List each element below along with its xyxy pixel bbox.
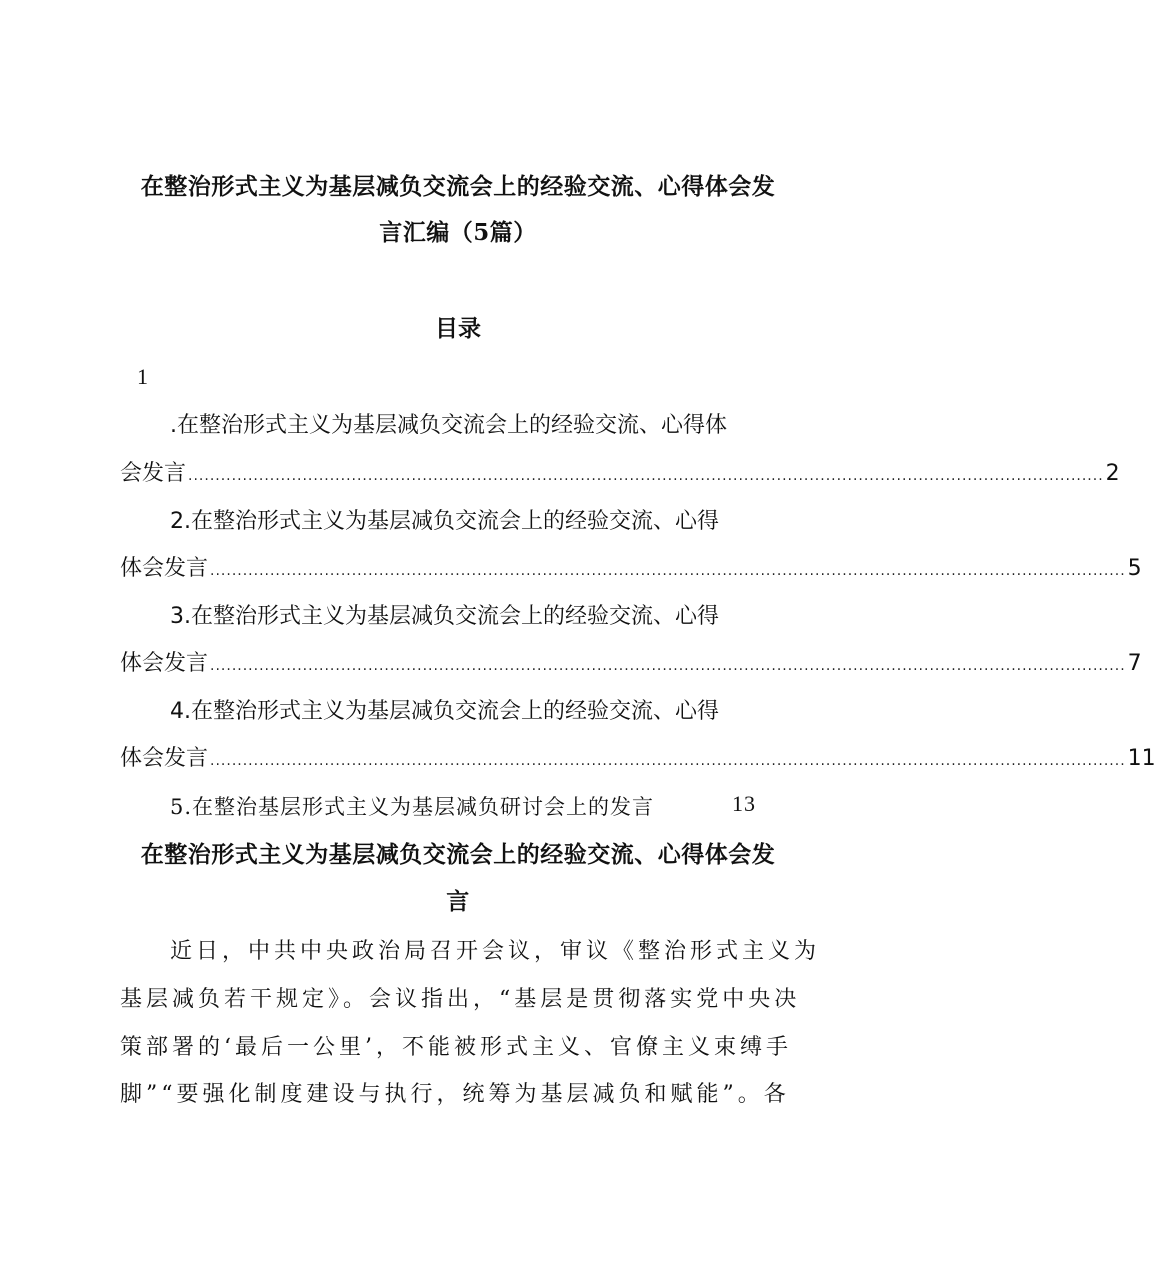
toc-entry-2-text: 体会发言	[120, 556, 209, 581]
toc-entry-5-text: 5.在整治基层形式主义为基层减负研讨会上的发言	[170, 795, 655, 819]
toc-entry-2-line-1[interactable]: 2.在整治形式主义为基层减负交流会上的经验交流、心得	[170, 509, 719, 534]
section-title-line-2: 言	[446, 888, 470, 915]
toc-heading: 目录	[435, 315, 481, 342]
section-title-line-1: 在整治形式主义为基层减负交流会上的经验交流、心得体会发	[140, 841, 776, 868]
toc-entry-1-text: 会发言	[120, 461, 187, 486]
toc-leader-dots: ........................................................................................................................................................................	[210, 753, 1126, 769]
toc-entry-3-line-2[interactable]	[120, 646, 1142, 677]
toc-entry-2-line-2[interactable]	[120, 551, 1142, 582]
toc-entry-1-number: 1	[137, 364, 148, 389]
toc-entry-4-line-2[interactable]	[120, 741, 1156, 772]
toc-entry-1-page: 2	[1105, 461, 1120, 486]
document-title-line-2: 言汇编（5篇）	[379, 219, 537, 246]
body-line-1: 近日，中共中央政治局召开会议，审议《整治形式主义为	[170, 939, 821, 964]
body-line-4: 脚”“要强化制度建设与执行，统筹为基层减负和赋能”。各	[120, 1082, 790, 1107]
toc-entry-3-page: 7	[1127, 651, 1142, 676]
toc-entry-4-line-1[interactable]: 4.在整治形式主义为基层减负交流会上的经验交流、心得	[170, 699, 719, 724]
toc-entry-3-line-1[interactable]: 3.在整治形式主义为基层减负交流会上的经验交流、心得	[170, 604, 719, 629]
toc-entry-4-text: 体会发言	[120, 746, 209, 771]
toc-entry-4-page: 11	[1127, 746, 1156, 771]
toc-entry-5[interactable]	[170, 791, 796, 821]
toc-leader-dots: ........................................................................................................................................................................	[210, 563, 1126, 579]
toc-entry-2-page: 5	[1127, 556, 1142, 581]
body-line-3: 策部署的‘最后一公里’，不能被形式主义、官僚主义束缚手	[120, 1035, 792, 1060]
document-title-line-1: 在整治形式主义为基层减负交流会上的经验交流、心得体会发	[140, 173, 776, 200]
toc-entry-1-line-2[interactable]	[120, 456, 1120, 487]
toc-entry-1-line-1[interactable]: .在整治形式主义为基层减负交流会上的经验交流、心得体	[170, 413, 727, 438]
body-line-2: 基层减负若干规定》。会议指出，“基层是贯彻落实党中央决	[120, 987, 801, 1012]
toc-entry-3-text: 体会发言	[120, 651, 209, 676]
toc-leader-dots: ........................................................................................................................................................................	[188, 468, 1104, 484]
toc-leader-dots: ........................................................................................................................................................................	[210, 658, 1126, 674]
toc-entry-5-page: 13	[732, 791, 756, 816]
